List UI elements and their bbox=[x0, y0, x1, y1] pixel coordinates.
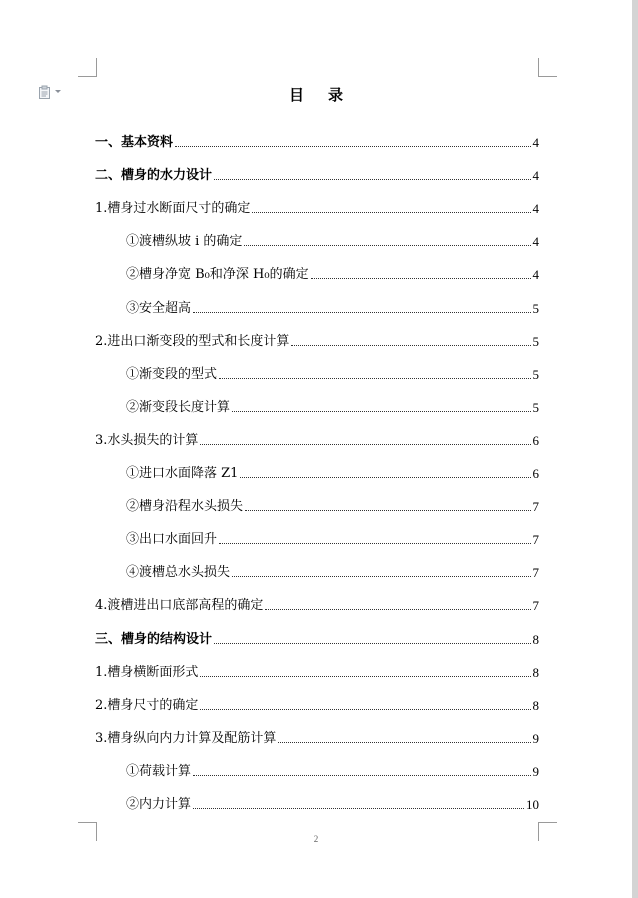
toc-entry[interactable] bbox=[126, 297, 539, 317]
toc-dot-leader bbox=[244, 245, 530, 246]
toc-dot-leader bbox=[232, 411, 530, 412]
toc-entry[interactable] bbox=[126, 495, 539, 515]
toc-entry-page: 5 bbox=[532, 367, 539, 382]
margin-corner-top-right bbox=[538, 58, 557, 77]
toc-entry-text: 2.进出口渐变段的型式和长度计算 bbox=[95, 334, 290, 349]
toc-entry-text: 1.槽身过水断面尺寸的确定 bbox=[95, 201, 251, 216]
toc-entry[interactable] bbox=[126, 462, 539, 482]
toc-dot-leader bbox=[219, 378, 530, 379]
toc-entry-page: 5 bbox=[532, 400, 539, 415]
toc-entry-text: ③安全超高 bbox=[126, 301, 192, 316]
toc-dot-leader bbox=[193, 775, 530, 776]
toc-entry[interactable] bbox=[95, 694, 539, 714]
toc-entry[interactable] bbox=[95, 594, 539, 614]
toc-entry-text: ②槽身沿程水头损失 bbox=[126, 499, 244, 514]
toc-entry-page: 5 bbox=[532, 301, 539, 316]
toc-entry[interactable] bbox=[95, 197, 539, 217]
toc-entry-text: ④渡槽总水头损失 bbox=[126, 565, 231, 580]
toc-entry-text: ②内力计算 bbox=[126, 797, 192, 812]
toc-dot-leader bbox=[200, 444, 530, 445]
toc-entry-page: 4 bbox=[532, 135, 539, 150]
toc-entry-page: 4 bbox=[532, 201, 539, 216]
toc-entry-page: 7 bbox=[532, 532, 539, 547]
toc-entry[interactable] bbox=[126, 396, 539, 416]
toc-entry-page: 4 bbox=[532, 234, 539, 249]
toc-entry-page: 7 bbox=[532, 598, 539, 613]
toc-dot-leader bbox=[193, 312, 530, 313]
toc-dot-leader bbox=[252, 212, 530, 213]
toc-entry-text: 3.水头损失的计算 bbox=[95, 433, 199, 448]
toc-entry[interactable] bbox=[126, 793, 539, 813]
toc-dot-leader bbox=[200, 709, 530, 710]
toc-entry-page: 8 bbox=[532, 632, 539, 647]
toc-entry-page: 4 bbox=[532, 168, 539, 183]
toc-entry-page: 8 bbox=[532, 698, 539, 713]
toc-dot-leader bbox=[311, 278, 531, 279]
toc-dot-leader bbox=[193, 808, 524, 809]
toc-entry-text: ③出口水面回升 bbox=[126, 532, 218, 547]
toc-entry-text: ②槽身净宽 B₀和净深 H₀的确定 bbox=[126, 267, 309, 282]
toc-dot-leader bbox=[214, 643, 530, 644]
toc-entry-text: 3.槽身纵向内力计算及配筋计算 bbox=[95, 731, 277, 746]
margin-corner-top-left bbox=[78, 58, 97, 77]
toc-entry-page: 9 bbox=[532, 731, 539, 746]
toc-entry-page: 10 bbox=[526, 797, 539, 812]
toc-dot-leader bbox=[240, 477, 530, 478]
toc-entry[interactable] bbox=[95, 330, 539, 350]
toc-entry[interactable] bbox=[126, 561, 539, 581]
toc-entry-page: 6 bbox=[532, 433, 539, 448]
toc-entry-page: 4 bbox=[532, 267, 539, 282]
toc-dot-leader bbox=[175, 146, 530, 147]
toc-dot-leader bbox=[214, 179, 530, 180]
toc-entry-page: 8 bbox=[532, 665, 539, 680]
toc-dot-leader bbox=[278, 742, 530, 743]
toc-entry-page: 7 bbox=[532, 499, 539, 514]
toc-entry-text: 二、槽身的水力设计 bbox=[95, 168, 213, 183]
toc-dot-leader bbox=[219, 543, 530, 544]
toc-dot-leader bbox=[245, 510, 530, 511]
toc-entry[interactable] bbox=[126, 230, 539, 250]
toc-entry-page: 5 bbox=[532, 334, 539, 349]
toc-entry[interactable] bbox=[95, 429, 539, 449]
toc-entry[interactable] bbox=[95, 727, 539, 747]
toc-entry-text: 1.槽身横断面形式 bbox=[95, 665, 199, 680]
toc-entry-text: ②渐变段长度计算 bbox=[126, 400, 231, 415]
toc-entry[interactable] bbox=[126, 363, 539, 383]
toc-entry-text: 2.槽身尺寸的确定 bbox=[95, 698, 199, 713]
toc-entry-text: ①荷载计算 bbox=[126, 764, 192, 779]
toc-title: 目录 bbox=[288, 86, 367, 104]
page-scroll-edge bbox=[632, 0, 638, 898]
toc-dot-leader bbox=[265, 609, 530, 610]
toc-entry[interactable] bbox=[95, 628, 539, 648]
toc-entry-text: ①进口水面降落 Z1 bbox=[126, 466, 239, 481]
toc-entry-text: ①渐变段的型式 bbox=[126, 367, 218, 382]
toc-entry[interactable] bbox=[126, 263, 539, 283]
toc-entry[interactable] bbox=[95, 131, 539, 151]
toc-entry[interactable] bbox=[95, 661, 539, 681]
toc-dot-leader bbox=[291, 345, 530, 346]
toc-entry[interactable] bbox=[95, 164, 539, 184]
toc-entry-text: 一、基本资料 bbox=[95, 135, 174, 150]
toc-dot-leader bbox=[232, 576, 530, 577]
toc-entry-text: 三、槽身的结构设计 bbox=[95, 632, 213, 647]
toc-entry-text: 4.渡槽进出口底部高程的确定 bbox=[95, 598, 264, 613]
page-number: 2 bbox=[313, 834, 319, 844]
toc-entry[interactable] bbox=[126, 760, 539, 780]
toc-entry-text: ①渡槽纵坡 i 的确定 bbox=[126, 234, 243, 249]
toc-entry-page: 7 bbox=[532, 565, 539, 580]
toc-entry-page: 9 bbox=[532, 764, 539, 779]
toc-entry-page: 6 bbox=[532, 466, 539, 481]
toc-entry[interactable] bbox=[126, 528, 539, 548]
toc-dot-leader bbox=[200, 676, 530, 677]
